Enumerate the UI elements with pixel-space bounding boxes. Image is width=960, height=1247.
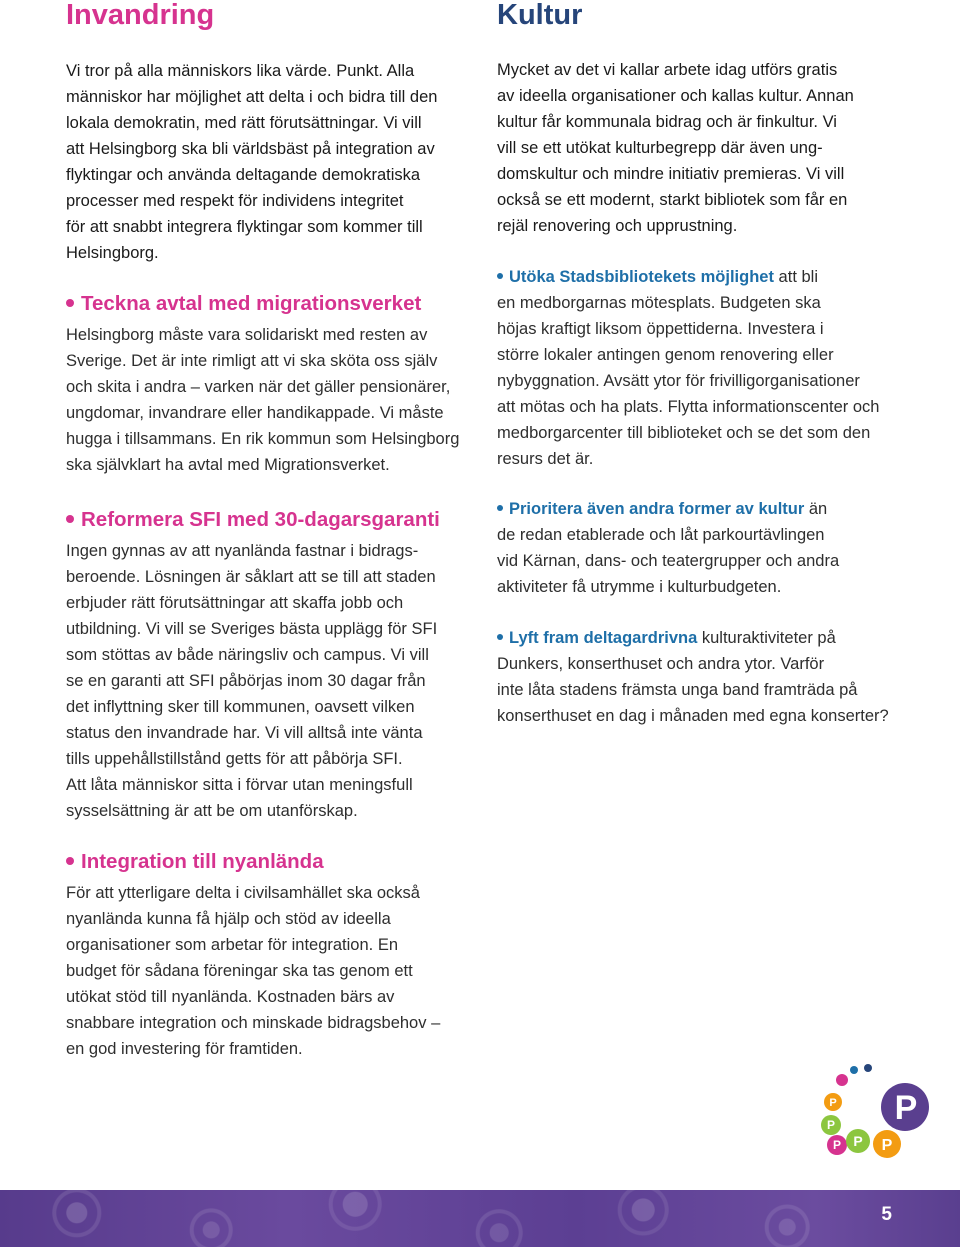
svg-text:P: P — [853, 1133, 863, 1149]
footer-band — [0, 1190, 960, 1247]
body-teckna-avtal: Helsingborg måste vara solidariskt med resten av Sverige. Det är inte rimligt att vi ska sköta oss själv och skita i andra – varken när det gäller pensionärer, ungdomar, invandrare eller handikappade. Vi måste hugga i tillsammans. En rik kommun som Helsingborg ska självklart ha avtal med Migrationsverket. — [66, 326, 460, 474]
kultur-intro: Mycket av det vi kallar arbete idag utförs gratis av ideella organisationer och kallas kultur. Annan kultur får kommunala bidrag och är finkultur. Vi vill se ett utökat kulturbegrepp där även ung- domskultur och mindre initiativ premieras. Vi vill också se ett modernt, starkt bibliotek som får en rejäl renovering och upprustning. — [497, 61, 854, 235]
svg-text:P: P — [826, 1118, 836, 1132]
bullet-dot-icon — [497, 505, 503, 511]
bullet-dot-icon — [66, 515, 74, 523]
heading-integration: Integration till nyanlända — [66, 849, 324, 875]
svg-text:P: P — [829, 1097, 837, 1109]
svg-text:P: P — [832, 1138, 842, 1152]
kultur-bullet-deltagardrivna: Lyft fram deltagardrivna kulturaktiviteter på Dunkers, konserthuset och andra ytor. Varför inte låta stadens främsta unga band framträda på konserthuset en dag i månaden med egna konserter? — [497, 629, 889, 725]
body-reformera-sfi: Ingen gynnas av att nyanlända fastnar i bidrags- beroende. Lösningen är såklart att se till att staden erbjuder rätt förutsättningar att skaffa jobb och utbildning. Vi vill se Sveriges bästa upplägg för SFI som stöttas av både näringsliv och campus. Vi vill se en garanti att SFI påbörjas inom 30 dagar från det inflyttning sker till kommunen, oavsett vilken status den invandrade har. Vi vill alltså inte vänta tills uppehållstillstånd getts för att påbörja SFI. Att låta människor sitta i förvar utan meningsfull sysselsättning är att be om utanförskap. — [66, 542, 438, 820]
kultur-bullet-andra-former: Prioritera även andra former av kultur än de redan etablerade och låt parkourtävlingen vid Kärnan, dans- och teatergrupper och andra aktiviteter få utrymme i kulturbudgeten. — [497, 500, 840, 596]
heading-reformera-sfi: Reformera SFI med 30-dagarsgaranti — [66, 507, 440, 533]
bullet-dot-icon — [66, 299, 74, 307]
logo-graphic — [820, 1062, 935, 1164]
invandring-intro: Vi tror på alla människors lika värde. Punkt. Alla människor har möjlighet att delta i och bidra till den lokala demokratin, med rätt förutsättningar. Vi vill att Helsingborg ska bli världsbäst på integration av flyktingar och använda deltagande demokratiska processer med respekt för individens integritet för att snabbt integrera flyktingar som kommer till Helsingborg. — [66, 62, 438, 262]
pirate-party-p-logo-icon — [820, 1062, 935, 1164]
heading-teckna-avtal: Teckna avtal med migrationsverket — [66, 291, 421, 317]
bullet-dot-icon — [66, 857, 74, 865]
bullet-dot-icon — [497, 273, 503, 279]
body-integration: För att ytterligare delta i civilsamhället ska också nyanlända kunna få hjälp och stöd av ideella organisationer som arbetar för integration. En budget för sådana föreningar ska tas genom ett utökat stöd till nyanlända. Kostnaden bärs av snabbare integration och minskade bidragsbehov – en god investering för framtiden. — [66, 884, 441, 1058]
kultur-bullet-bibliotek: Utöka Stadsbibliotekets möjlighet att bli en medborgarnas mötesplats. Budgeten ska höjas kraftigt liksom öppettiderna. Investera i större lokaler antingen genom renovering eller nybyggnation. Avsätt ytor för frivilligorganisationer att mötas och ha plats. Flytta informationscenter och medborgarcenter till biblioteket och se det som den resurs det är. — [497, 268, 880, 468]
bullet-dot-icon — [497, 634, 503, 640]
svg-text:P: P — [881, 1137, 893, 1154]
kultur-title: Kultur — [497, 0, 583, 31]
logo-letter: P — [894, 1089, 918, 1127]
page-number: 5 — [881, 1204, 892, 1225]
invandring-title: Invandring — [66, 0, 215, 31]
